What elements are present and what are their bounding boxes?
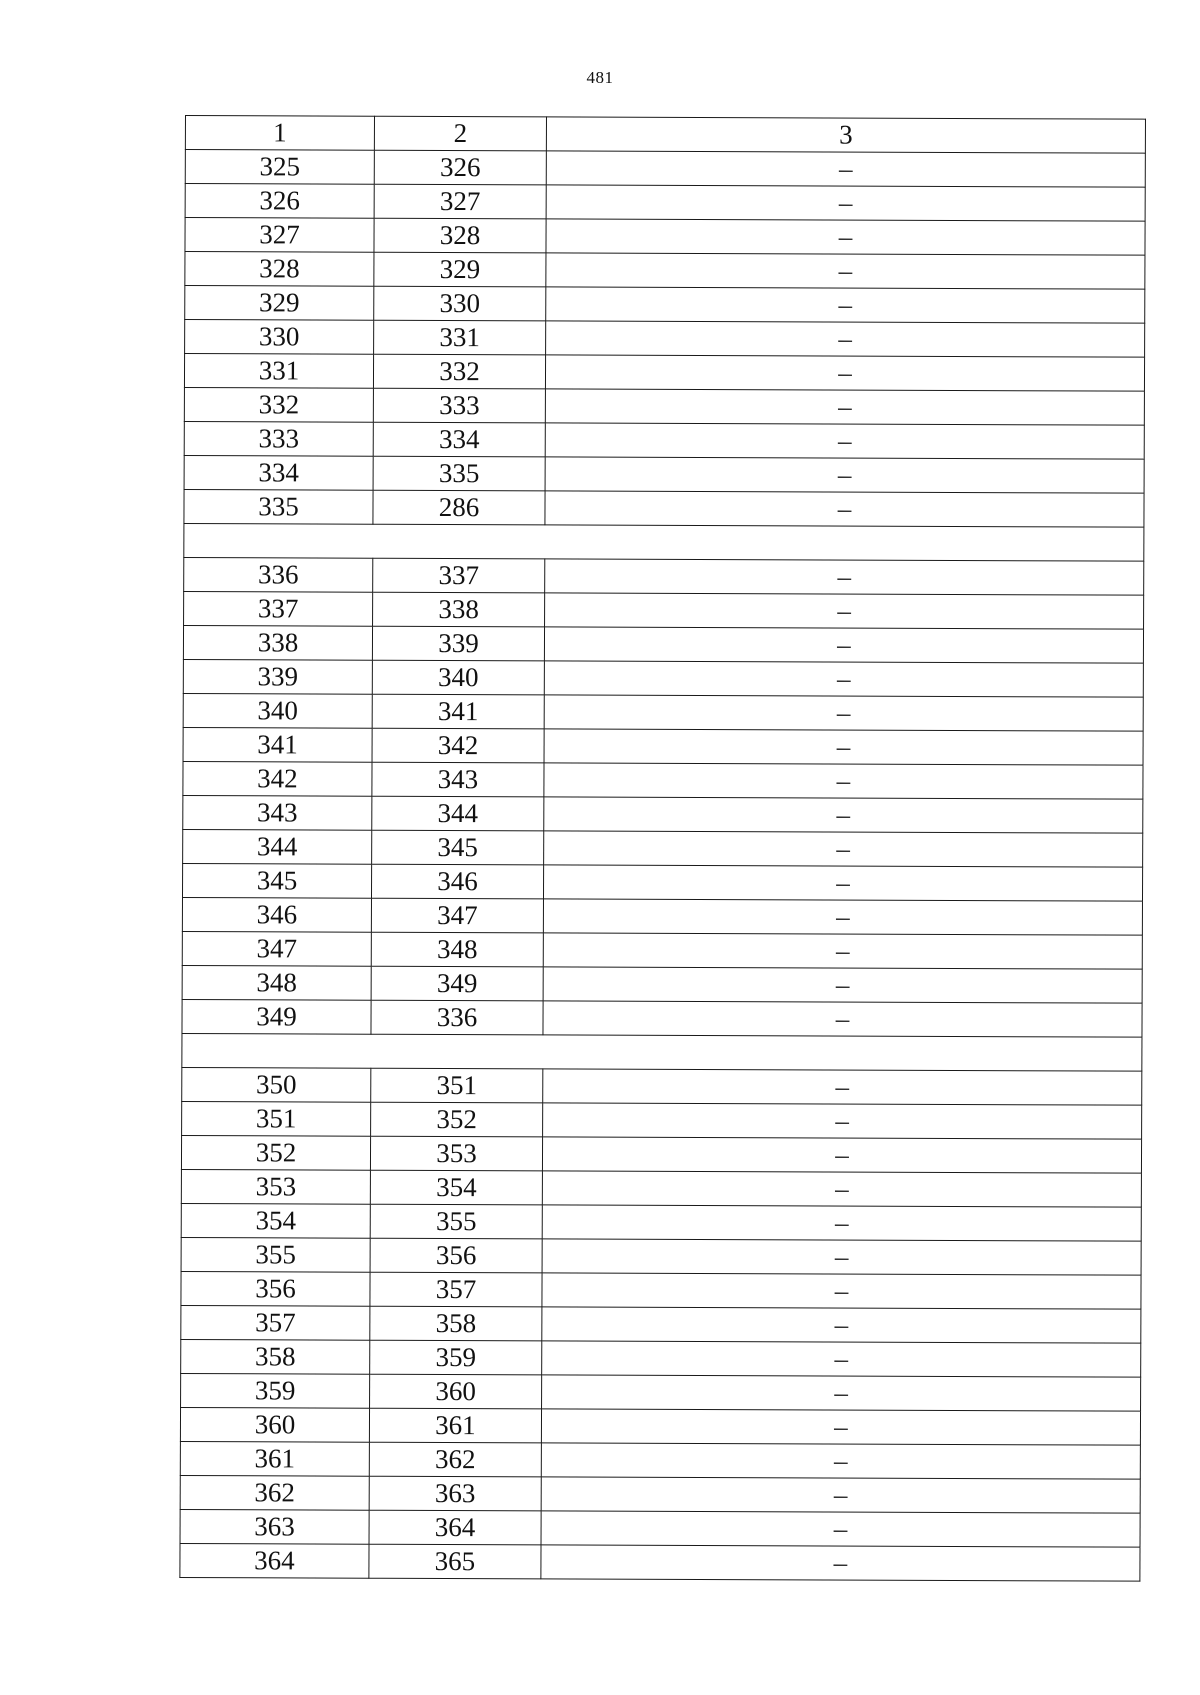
table-cell-col-1: 325 — [185, 150, 374, 185]
table-cell-col-2: 356 — [370, 1238, 542, 1273]
table-cell-col-1: 353 — [181, 1169, 370, 1204]
table-cell-col-3: – — [546, 151, 1145, 187]
table-cell-col-2: 333 — [373, 388, 545, 423]
table-cell-col-3: – — [542, 1205, 1141, 1241]
table-row — [182, 863, 1142, 901]
table-cell-col-3: – — [545, 559, 1144, 595]
table-cell-col-1: 339 — [183, 659, 372, 694]
table-cell-col-2: 347 — [371, 898, 543, 933]
table-cell-col-3: – — [542, 1375, 1141, 1411]
table-row — [184, 387, 1144, 425]
table-row — [180, 1509, 1140, 1547]
table-cell-col-2: 351 — [371, 1068, 543, 1103]
table-cell-col-3: – — [543, 865, 1142, 901]
table-cell-col-2: 332 — [373, 354, 545, 389]
group-separator-cell — [182, 1033, 1142, 1071]
table-cell-col-3: – — [542, 1239, 1141, 1275]
table-cell-col-1: 326 — [185, 184, 374, 219]
table-row — [184, 421, 1144, 459]
table-cell-col-3: – — [543, 933, 1142, 969]
table-row — [182, 1067, 1142, 1105]
table-cell-col-3: – — [541, 1545, 1140, 1581]
table-cell-col-3: – — [541, 1409, 1140, 1445]
table-cell-col-2: 349 — [371, 966, 543, 1001]
table-cell-col-2: 355 — [370, 1204, 542, 1239]
table-cell-col-3: – — [541, 1443, 1140, 1479]
table-cell-col-3: – — [545, 355, 1144, 391]
table-cell-col-2: 337 — [373, 558, 545, 593]
table-row — [183, 795, 1143, 833]
table-cell-col-2: 330 — [374, 286, 546, 321]
table-header-row — [185, 116, 1145, 154]
table-row — [183, 829, 1143, 867]
table-cell-col-1: 348 — [182, 965, 371, 1000]
table-cell-col-1: 335 — [184, 489, 373, 524]
table-cell-col-2: 335 — [373, 456, 545, 491]
column-header-1: 1 — [185, 116, 374, 151]
table-cell-col-2: 346 — [371, 864, 543, 899]
table-cell-col-3: – — [543, 967, 1142, 1003]
table-cell-col-3: – — [542, 1273, 1141, 1309]
table-cell-col-3: – — [546, 185, 1145, 221]
table-row — [184, 489, 1144, 527]
document-sheet — [179, 115, 1145, 1582]
table-cell-col-2: 338 — [373, 592, 545, 627]
table-cell-col-1: 362 — [180, 1475, 369, 1510]
table-row — [182, 1101, 1142, 1139]
table-cell-col-2: 357 — [370, 1272, 542, 1307]
table-cell-col-1: 336 — [184, 557, 373, 592]
table-cell-col-2: 342 — [372, 728, 544, 763]
table-cell-col-2: 341 — [372, 694, 544, 729]
table-row — [180, 1475, 1140, 1513]
group-separator-row — [184, 523, 1144, 561]
table-cell-col-1: 327 — [185, 218, 374, 253]
table-cell-col-3: – — [544, 627, 1143, 663]
table-cell-col-3: – — [545, 423, 1144, 459]
table-cell-col-1: 351 — [182, 1101, 371, 1136]
table-cell-col-3: – — [541, 1511, 1140, 1547]
table-cell-col-2: 352 — [371, 1102, 543, 1137]
table-cell-col-2: 363 — [369, 1476, 541, 1511]
table-cell-col-2: 345 — [372, 830, 544, 865]
table-cell-col-2: 329 — [374, 252, 546, 287]
table-body — [180, 116, 1146, 1582]
table-cell-col-1: 331 — [184, 354, 373, 389]
table-cell-col-3: – — [543, 1001, 1142, 1037]
table-cell-col-2: 354 — [370, 1170, 542, 1205]
table-cell-col-3: – — [544, 831, 1143, 867]
table-row — [181, 1271, 1141, 1309]
group-separator-cell — [184, 523, 1144, 561]
table-cell-col-1: 360 — [180, 1407, 369, 1442]
table-cell-col-1: 357 — [181, 1305, 370, 1340]
table-cell-col-2: 361 — [369, 1408, 541, 1443]
table-cell-col-1: 364 — [180, 1543, 369, 1578]
table-cell-col-1: 330 — [185, 320, 374, 355]
table-cell-col-2: 339 — [372, 626, 544, 661]
table-cell-col-2: 343 — [372, 762, 544, 797]
table-cell-col-3: – — [546, 287, 1145, 323]
table-row — [183, 693, 1143, 731]
table-cell-col-1: 363 — [180, 1509, 369, 1544]
table-cell-col-1: 337 — [184, 591, 373, 626]
table-cell-col-3: – — [543, 1069, 1142, 1105]
table-cell-col-3: – — [542, 1307, 1141, 1343]
table-cell-col-2: 340 — [372, 660, 544, 695]
table-cell-col-2: 360 — [370, 1374, 542, 1409]
table-row — [180, 1543, 1140, 1581]
table-cell-col-2: 328 — [374, 218, 546, 253]
table-row — [181, 1373, 1141, 1411]
table-cell-col-3: – — [544, 695, 1143, 731]
table-row — [181, 1169, 1141, 1207]
table-row — [181, 1203, 1141, 1241]
table-cell-col-2: 327 — [374, 184, 546, 219]
table-row — [185, 218, 1145, 256]
table-cell-col-3: – — [546, 219, 1145, 255]
table-cell-col-2: 362 — [369, 1442, 541, 1477]
table-row — [185, 252, 1145, 290]
table-cell-col-3: – — [545, 389, 1144, 425]
table-row — [182, 965, 1142, 1003]
table-cell-col-1: 344 — [183, 829, 372, 864]
table-cell-col-2: 326 — [374, 150, 546, 185]
table-cell-col-1: 341 — [183, 727, 372, 762]
table-cell-col-1: 343 — [183, 795, 372, 830]
table-cell-col-3: – — [546, 321, 1145, 357]
table-cell-col-1: 334 — [184, 455, 373, 490]
table-cell-col-3: – — [542, 1341, 1141, 1377]
table-cell-col-1: 332 — [184, 387, 373, 422]
group-separator-row — [182, 1033, 1142, 1071]
table-cell-col-3: – — [541, 1477, 1140, 1513]
column-header-2: 2 — [374, 116, 546, 151]
table-row — [181, 1237, 1141, 1275]
table-cell-col-1: 340 — [183, 693, 372, 728]
table-cell-col-3: – — [546, 253, 1145, 289]
table-cell-col-1: 349 — [182, 999, 371, 1034]
table-row — [183, 727, 1143, 765]
table-cell-col-2: 334 — [373, 422, 545, 457]
table-row — [184, 354, 1144, 392]
column-header-3: 3 — [546, 117, 1145, 153]
table-row — [181, 1135, 1141, 1173]
table-cell-col-2: 331 — [374, 320, 546, 355]
table-row — [182, 931, 1142, 969]
table-cell-col-3: – — [545, 491, 1144, 527]
table-row — [183, 761, 1143, 799]
table-cell-col-1: 329 — [185, 286, 374, 321]
table-cell-col-2: 365 — [369, 1544, 541, 1579]
table-cell-col-1: 346 — [182, 897, 371, 932]
table-cell-col-2: 353 — [370, 1136, 542, 1171]
table-cell-col-1: 361 — [180, 1441, 369, 1476]
table-cell-col-3: – — [545, 593, 1144, 629]
table-cell-col-1: 358 — [181, 1339, 370, 1374]
table-cell-col-2: 364 — [369, 1510, 541, 1545]
table-cell-col-3: – — [544, 661, 1143, 697]
table-row — [182, 897, 1142, 935]
table-row — [184, 557, 1144, 595]
table-cell-col-3: – — [544, 763, 1143, 799]
table-cell-col-1: 354 — [181, 1203, 370, 1238]
table-cell-col-2: 359 — [370, 1340, 542, 1375]
table-row — [185, 286, 1145, 324]
table-row — [180, 1441, 1140, 1479]
table-cell-col-3: – — [542, 1137, 1141, 1173]
table-cell-col-3: – — [544, 797, 1143, 833]
table-cell-col-3: – — [544, 729, 1143, 765]
table-cell-col-2: 344 — [372, 796, 544, 831]
table-cell-col-3: – — [545, 457, 1144, 493]
table-cell-col-1: 333 — [184, 421, 373, 456]
table-row — [185, 184, 1145, 222]
table-cell-col-2: 348 — [371, 932, 543, 967]
table-row — [181, 1305, 1141, 1343]
data-table — [179, 115, 1146, 1582]
table-cell-col-1: 328 — [185, 252, 374, 287]
table-cell-col-1: 352 — [181, 1135, 370, 1170]
table-cell-col-3: – — [542, 1171, 1141, 1207]
table-cell-col-1: 338 — [183, 625, 372, 660]
table-cell-col-1: 356 — [181, 1271, 370, 1306]
table-row — [185, 150, 1145, 188]
table-cell-col-2: 336 — [371, 1000, 543, 1035]
table-row — [184, 455, 1144, 493]
table-cell-col-3: – — [543, 1103, 1142, 1139]
table-cell-col-1: 342 — [183, 761, 372, 796]
table-row — [181, 1339, 1141, 1377]
table-cell-col-1: 345 — [182, 863, 371, 898]
table-row — [183, 659, 1143, 697]
table-row — [183, 625, 1143, 663]
table-cell-col-2: 358 — [370, 1306, 542, 1341]
table-row — [184, 591, 1144, 629]
table-cell-col-2: 286 — [373, 490, 545, 525]
table-cell-col-1: 347 — [182, 931, 371, 966]
table-row — [182, 999, 1142, 1037]
table-row — [180, 1407, 1140, 1445]
page-number: 481 — [586, 68, 614, 87]
table-cell-col-3: – — [543, 899, 1142, 935]
table-cell-col-1: 359 — [181, 1373, 370, 1408]
table-cell-col-1: 350 — [182, 1067, 371, 1102]
table-cell-col-1: 355 — [181, 1237, 370, 1272]
table-row — [185, 320, 1145, 358]
